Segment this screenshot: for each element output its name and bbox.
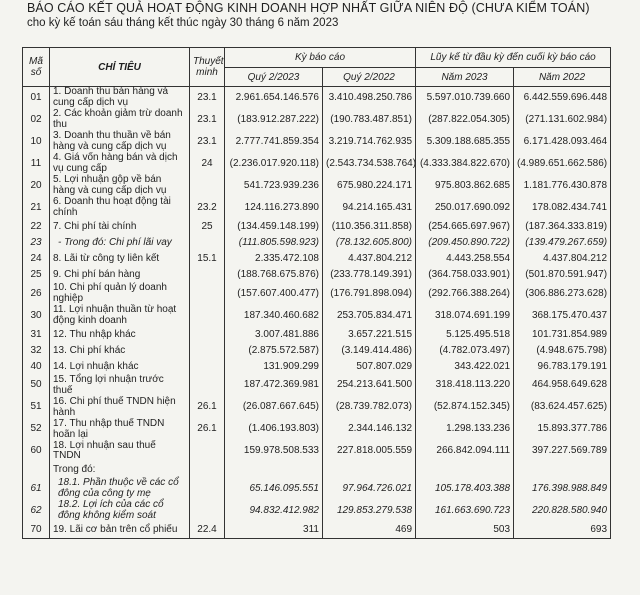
row-q2-2022: 3.219.714.762.935: [323, 131, 416, 153]
row-ytd-2023: 318.418.113.220: [416, 375, 514, 397]
row-q2-2022: (233.778.149.391): [323, 267, 416, 283]
header-ytd-2023: Năm 2023: [416, 68, 514, 87]
row-note: 23.1: [190, 109, 225, 131]
row-q2-2022: 3.657.221.515: [323, 327, 416, 343]
row-ytd-2022: (306.886.273.628): [514, 283, 611, 305]
header-ytd-2022: Năm 2022: [514, 68, 611, 87]
row-code: 26: [23, 283, 50, 305]
row-code: 25: [23, 267, 50, 283]
row-q2-2022: 675.980.224.171: [323, 175, 416, 197]
header-period-group: Kỳ báo cáo: [225, 48, 416, 68]
row-q2-2022: 507.807.029: [323, 359, 416, 375]
row-item: 18. Lợi nhuận sau thuế TNDN: [50, 441, 190, 463]
row-item: 6. Doanh thu hoạt động tài chính: [50, 197, 190, 219]
header-note: Thuyết minh: [190, 48, 225, 87]
row-q2-2023: (111.805.598.923): [225, 235, 323, 251]
row-code: 51: [23, 397, 50, 419]
row-item: 18.1. Phần thuộc về các cổ đông của công ty mẹ: [50, 478, 190, 500]
row-ytd-2023: 5.125.495.518: [416, 327, 514, 343]
row-ytd-2022: (187.364.333.819): [514, 219, 611, 235]
row-code: 31: [23, 327, 50, 343]
row-ytd-2022: 176.398.988.849: [514, 478, 611, 500]
report-subtitle: cho kỳ kế toán sáu tháng kết thúc ngày 30 tháng 6 năm 2023: [27, 17, 339, 29]
table-row: [23, 500, 611, 522]
row-note: 23.2: [190, 197, 225, 219]
row-q2-2022: 469: [323, 522, 416, 539]
row-code: 22: [23, 219, 50, 235]
row-item: 7. Chi phí tài chính: [50, 219, 190, 235]
row-q2-2023: 131.909.299: [225, 359, 323, 375]
row-q2-2023: 94.832.412.982: [225, 500, 323, 522]
row-q2-2023: 187.340.460.682: [225, 305, 323, 327]
table-row: [23, 175, 611, 197]
row-ytd-2022: (139.479.267.659): [514, 235, 611, 251]
row-item: 12. Thu nhập khác: [50, 327, 190, 343]
row-item: 19. Lãi cơ bản trên cổ phiếu: [50, 522, 190, 539]
table-row: [23, 462, 611, 478]
row-q2-2022: 94.214.165.431: [323, 197, 416, 219]
row-note: [190, 375, 225, 397]
row-note: 15.1: [190, 251, 225, 267]
row-code: 32: [23, 343, 50, 359]
row-q2-2023: (2.875.572.587): [225, 343, 323, 359]
report-title: BÁO CÁO KẾT QUẢ HOẠT ĐỘNG KINH DOANH HỢP NHẤT GIỮA NIÊN ĐỘ (CHƯA KIỂM TOÁN): [27, 1, 590, 15]
row-ytd-2023: 343.422.021: [416, 359, 514, 375]
row-ytd-2023: (364.758.033.901): [416, 267, 514, 283]
row-code: 52: [23, 419, 50, 441]
table-row: [23, 153, 611, 175]
row-ytd-2023: 975.803.862.685: [416, 175, 514, 197]
row-ytd-2022: 15.893.377.786: [514, 419, 611, 441]
table-row: [23, 109, 611, 131]
row-note: [190, 267, 225, 283]
row-q2-2023: (188.768.675.876): [225, 267, 323, 283]
row-ytd-2023: (287.822.054.305): [416, 109, 514, 131]
row-ytd-2023: (254.665.697.967): [416, 219, 514, 235]
row-ytd-2023: 5.309.188.685.355: [416, 131, 514, 153]
table-row: [23, 522, 611, 539]
row-code: 60: [23, 441, 50, 463]
row-q2-2022: 3.410.498.250.786: [323, 87, 416, 110]
row-q2-2023: (1.406.193.803): [225, 419, 323, 441]
row-ytd-2023: 161.663.690.723: [416, 500, 514, 522]
row-item: 18.2. Lợi ích của các cổ đông không kiểm soát: [50, 500, 190, 522]
table-row: [23, 197, 611, 219]
row-code: 24: [23, 251, 50, 267]
row-q2-2022: (110.356.311.858): [323, 219, 416, 235]
row-ytd-2022: 6.171.428.093.464: [514, 131, 611, 153]
row-q2-2022: 4.437.804.212: [323, 251, 416, 267]
row-note: 26.1: [190, 397, 225, 419]
row-note: [190, 478, 225, 500]
table-row: [23, 283, 611, 305]
table-row: [23, 419, 611, 441]
row-ytd-2022: 96.783.179.191: [514, 359, 611, 375]
row-ytd-2023: (52.874.152.345): [416, 397, 514, 419]
row-item: 2. Các khoản giảm trừ doanh thu: [50, 109, 190, 131]
row-ytd-2022: (4.948.675.798): [514, 343, 611, 359]
row-q2-2022: 254.213.641.500: [323, 375, 416, 397]
row-item: 14. Lợi nhuận khác: [50, 359, 190, 375]
row-ytd-2022: 368.175.470.437: [514, 305, 611, 327]
row-ytd-2022: (83.624.457.625): [514, 397, 611, 419]
income-statement-table: [22, 47, 611, 539]
table-row: [23, 235, 611, 251]
row-ytd-2023: 250.017.690.092: [416, 197, 514, 219]
row-q2-2023: 311: [225, 522, 323, 539]
row-note: [190, 359, 225, 375]
row-code: 40: [23, 359, 50, 375]
row-ytd-2022: (271.131.602.984): [514, 109, 611, 131]
row-item: 15. Tổng lợi nhuận trước thuế: [50, 375, 190, 397]
row-code: 10: [23, 131, 50, 153]
table-row: [23, 441, 611, 463]
row-item: 11. Lợi nhuận thuần từ hoạt động kinh doanh: [50, 305, 190, 327]
row-item: 17. Thu nhập thuế TNDN hoãn lại: [50, 419, 190, 441]
row-q2-2023: (157.607.400.477): [225, 283, 323, 305]
row-code: 01: [23, 87, 50, 110]
row-ytd-2022: 464.958.649.628: [514, 375, 611, 397]
row-ytd-2022: 397.227.569.789: [514, 441, 611, 463]
table-row: [23, 397, 611, 419]
row-ytd-2023: (209.450.890.722): [416, 235, 514, 251]
row-code: 11: [23, 153, 50, 175]
header-ytd-group: Lũy kế từ đầu kỳ đến cuối kỳ báo cáo: [416, 48, 611, 68]
row-q2-2023: (26.087.667.645): [225, 397, 323, 419]
table-row: [23, 327, 611, 343]
row-q2-2022: [323, 462, 416, 478]
row-ytd-2022: (501.870.591.947): [514, 267, 611, 283]
row-ytd-2023: (292.766.388.264): [416, 283, 514, 305]
row-q2-2023: 187.472.369.981: [225, 375, 323, 397]
row-q2-2022: 97.964.726.021: [323, 478, 416, 500]
row-q2-2023: 2.335.472.108: [225, 251, 323, 267]
row-q2-2023: 159.978.508.533: [225, 441, 323, 463]
row-q2-2022: (28.739.782.073): [323, 397, 416, 419]
row-q2-2022: (176.791.898.094): [323, 283, 416, 305]
row-code: 23: [23, 235, 50, 251]
table-row: [23, 87, 611, 110]
table-row: [23, 478, 611, 500]
row-q2-2022: 253.705.834.471: [323, 305, 416, 327]
row-note: [190, 462, 225, 478]
row-note: [190, 305, 225, 327]
row-ytd-2023: 105.178.403.388: [416, 478, 514, 500]
row-q2-2023: 2.961.654.146.576: [225, 87, 323, 110]
row-note: [190, 343, 225, 359]
row-q2-2022: (190.783.487.851): [323, 109, 416, 131]
table-row: [23, 131, 611, 153]
row-item: 16. Chi phí thuế TNDN hiện hành: [50, 397, 190, 419]
row-code: 20: [23, 175, 50, 197]
row-item: 1. Doanh thu bán hàng và cung cấp dịch vụ: [50, 87, 190, 110]
row-code: 02: [23, 109, 50, 131]
row-item: 9. Chi phí bán hàng: [50, 267, 190, 283]
table-row: [23, 375, 611, 397]
row-q2-2023: (134.459.148.199): [225, 219, 323, 235]
row-item: 8. Lãi từ công ty liên kết: [50, 251, 190, 267]
row-ytd-2023: 5.597.010.739.660: [416, 87, 514, 110]
row-item: 10. Chi phí quản lý doanh nghiệp: [50, 283, 190, 305]
row-ytd-2022: 693: [514, 522, 611, 539]
row-item: 3. Doanh thu thuần về bán hàng và cung cấp dịch vụ: [50, 131, 190, 153]
row-note: 22.4: [190, 522, 225, 539]
row-note: [190, 327, 225, 343]
row-q2-2023: 2.777.741.859.354: [225, 131, 323, 153]
row-q2-2023: 3.007.481.886: [225, 327, 323, 343]
row-ytd-2022: 4.437.804.212: [514, 251, 611, 267]
row-note: [190, 441, 225, 463]
row-code: [23, 462, 50, 478]
row-item: Trong đó:: [50, 462, 190, 478]
row-ytd-2023: 266.842.094.111: [416, 441, 514, 463]
table-body: [23, 87, 611, 539]
row-q2-2023: 124.116.273.890: [225, 197, 323, 219]
row-note: [190, 283, 225, 305]
table-row: [23, 305, 611, 327]
row-ytd-2023: 4.443.258.554: [416, 251, 514, 267]
row-code: 30: [23, 305, 50, 327]
row-item: 4. Giá vốn hàng bán và dịch vụ cung cấp: [50, 153, 190, 175]
row-note: 24: [190, 153, 225, 175]
row-code: 62: [23, 500, 50, 522]
row-item: - Trong đó: Chi phí lãi vay: [50, 235, 190, 251]
row-q2-2023: [225, 462, 323, 478]
header-item: CHỈ TIÊU: [50, 48, 190, 87]
row-ytd-2022: 101.731.854.989: [514, 327, 611, 343]
row-ytd-2022: 178.082.434.741: [514, 197, 611, 219]
table-row: [23, 359, 611, 375]
table-row: [23, 267, 611, 283]
row-ytd-2022: 6.442.559.696.448: [514, 87, 611, 110]
row-q2-2022: 129.853.279.538: [323, 500, 416, 522]
row-item: 5. Lợi nhuận gộp về bán hàng và cung cấp dịch vụ: [50, 175, 190, 197]
row-code: 21: [23, 197, 50, 219]
row-q2-2022: (78.132.605.800): [323, 235, 416, 251]
row-note: [190, 500, 225, 522]
row-note: 23.1: [190, 131, 225, 153]
row-note: [190, 175, 225, 197]
row-ytd-2022: (4.989.651.662.586): [514, 153, 611, 175]
row-q2-2023: 541.723.939.236: [225, 175, 323, 197]
row-note: 23.1: [190, 87, 225, 110]
row-q2-2023: 65.146.095.551: [225, 478, 323, 500]
row-q2-2022: 2.344.146.132: [323, 419, 416, 441]
row-ytd-2022: 1.181.776.430.878: [514, 175, 611, 197]
header-q2-2022: Quý 2/2022: [323, 68, 416, 87]
row-q2-2022: (2.543.734.538.764): [323, 153, 416, 175]
row-q2-2023: (183.912.287.222): [225, 109, 323, 131]
row-note: 25: [190, 219, 225, 235]
row-code: 61: [23, 478, 50, 500]
row-ytd-2023: (4.333.384.822.670): [416, 153, 514, 175]
row-q2-2022: (3.149.414.486): [323, 343, 416, 359]
header-q2-2023: Quý 2/2023: [225, 68, 323, 87]
row-item: 13. Chi phí khác: [50, 343, 190, 359]
row-ytd-2023: 318.074.691.199: [416, 305, 514, 327]
table-row: [23, 219, 611, 235]
row-ytd-2023: 503: [416, 522, 514, 539]
row-q2-2023: (2.236.017.920.118): [225, 153, 323, 175]
row-ytd-2022: [514, 462, 611, 478]
row-q2-2022: 227.818.005.559: [323, 441, 416, 463]
row-code: 50: [23, 375, 50, 397]
row-note: 26.1: [190, 419, 225, 441]
header-code: Mã số: [23, 48, 50, 87]
row-ytd-2023: 1.298.133.236: [416, 419, 514, 441]
row-ytd-2022: 220.828.580.940: [514, 500, 611, 522]
row-ytd-2023: (4.782.073.497): [416, 343, 514, 359]
row-note: [190, 235, 225, 251]
row-ytd-2023: [416, 462, 514, 478]
table-row: [23, 343, 611, 359]
row-code: 70: [23, 522, 50, 539]
table-row: [23, 251, 611, 267]
